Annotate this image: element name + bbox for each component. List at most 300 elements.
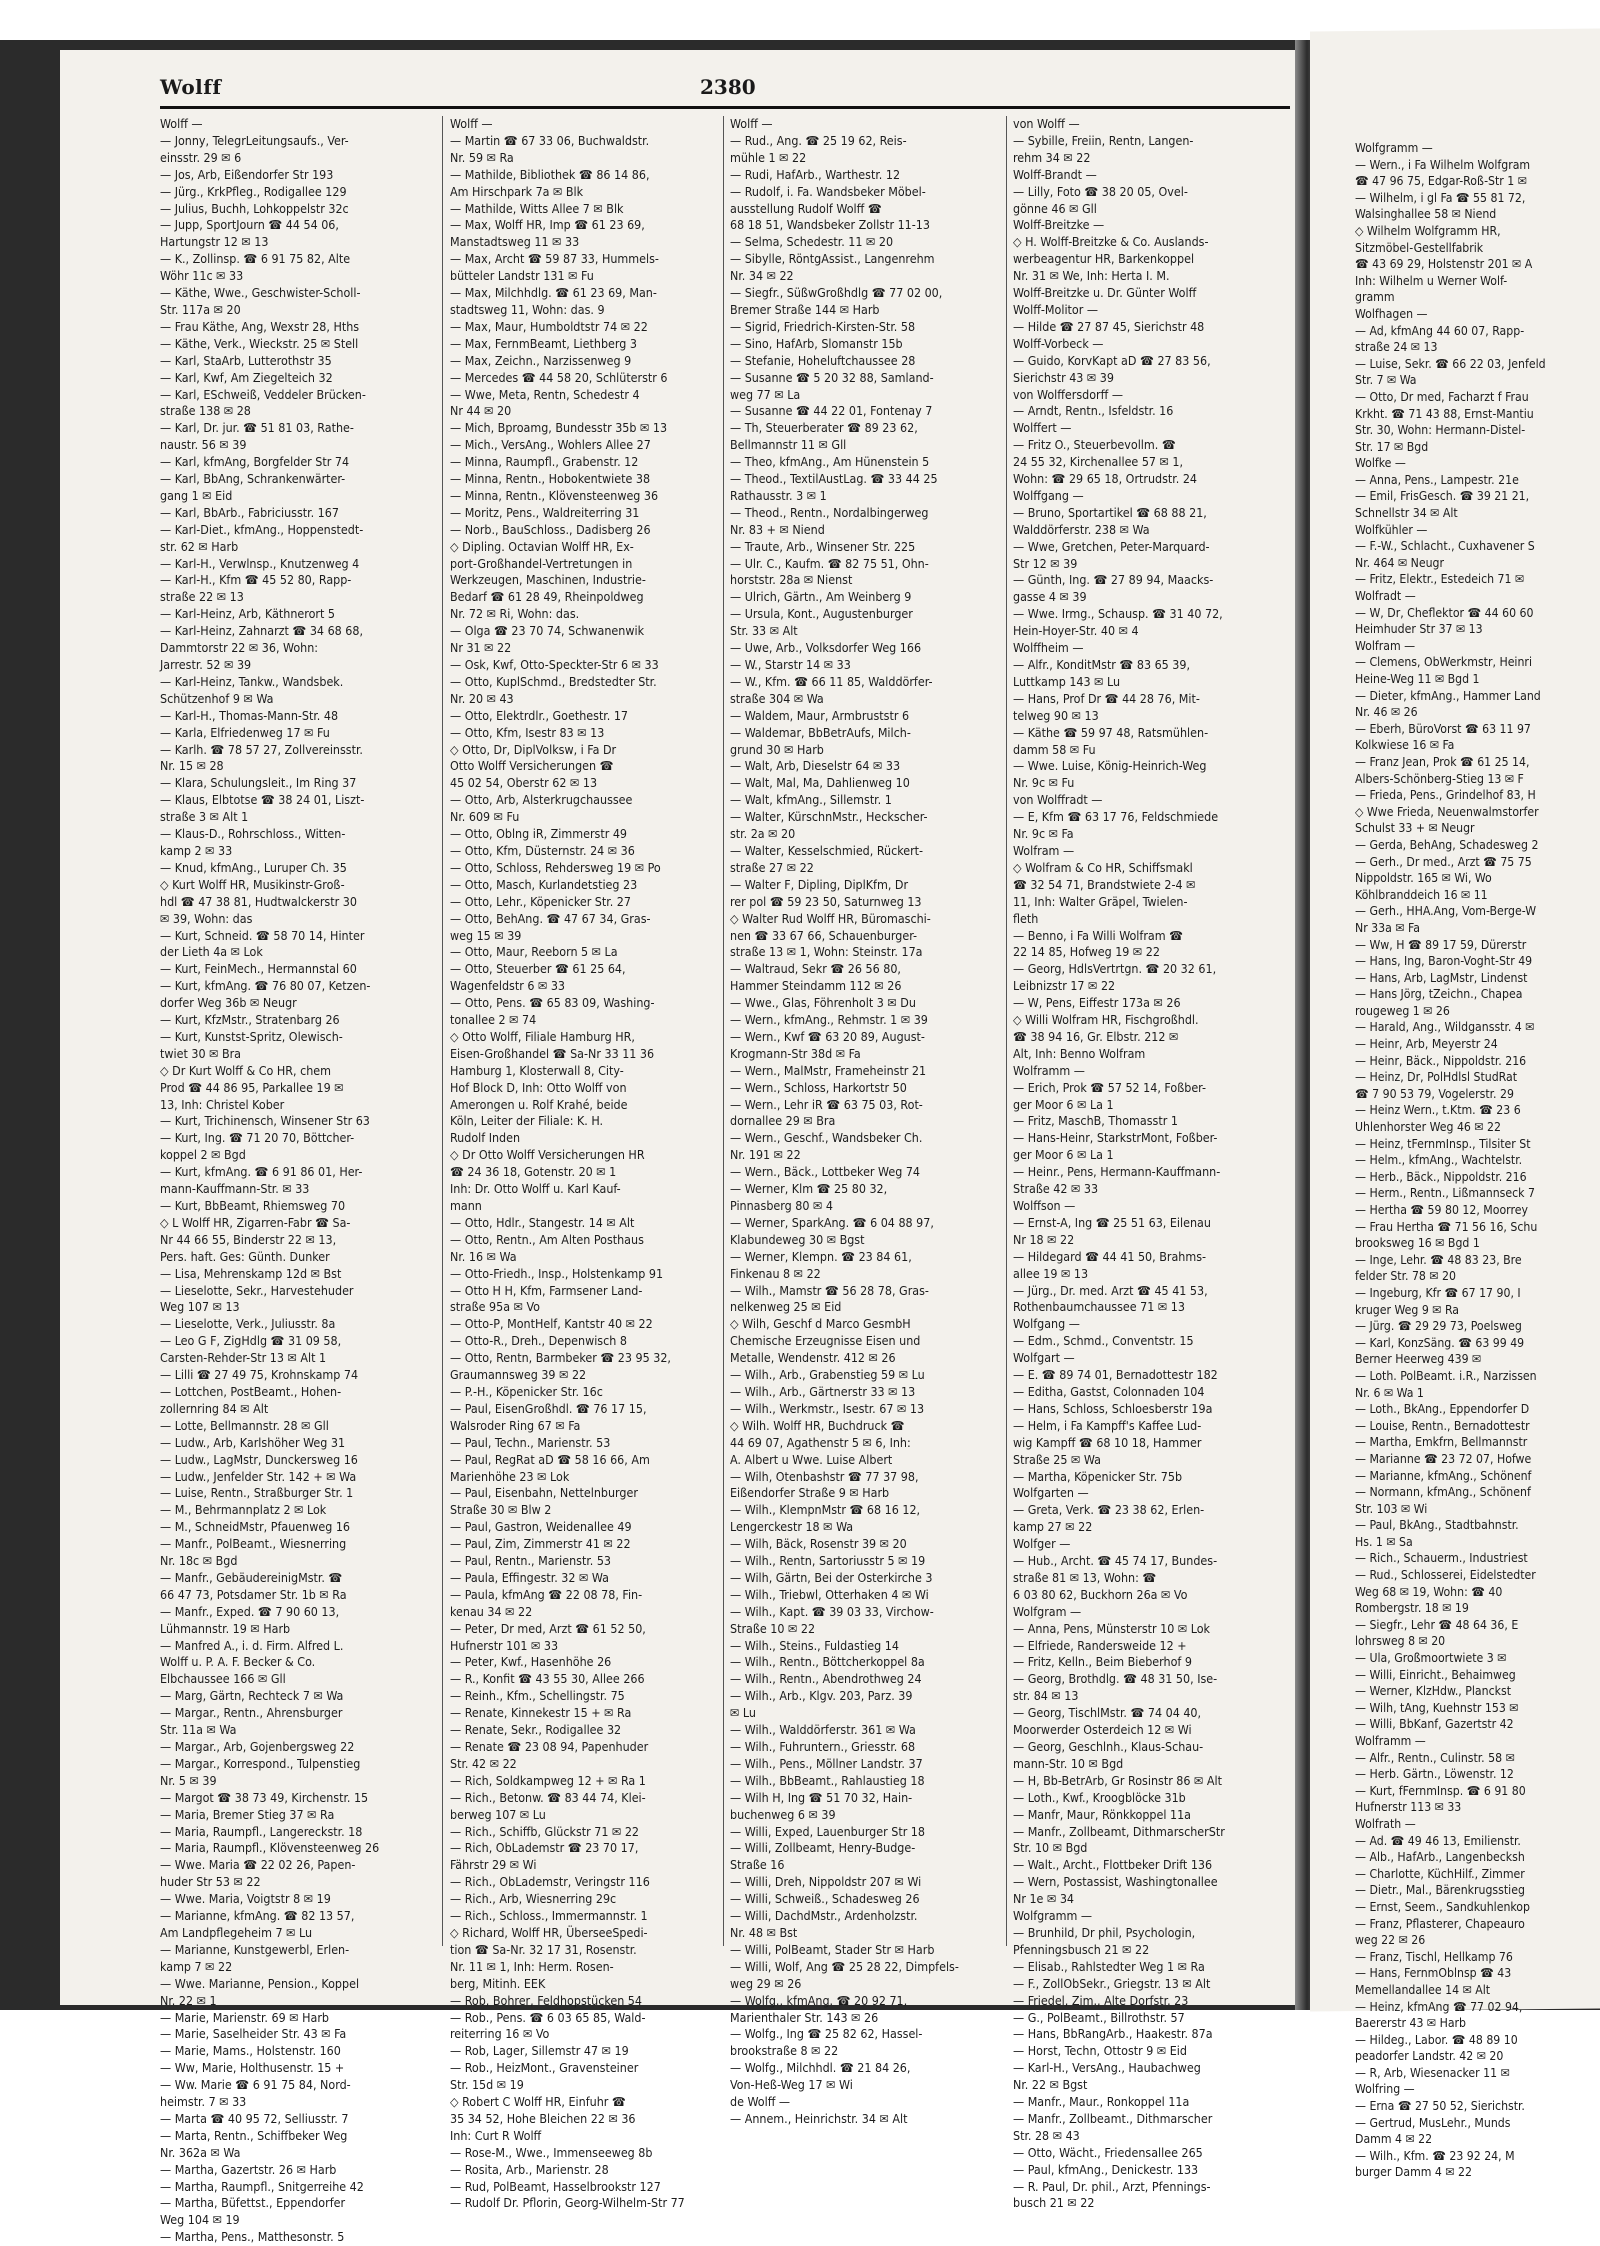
directory-entry-line: Wohn: ☎ 29 65 18, Ortrudstr. 24 bbox=[1013, 471, 1197, 487]
directory-entry-line: ausstellung Rudolf Wolff ☎ bbox=[730, 200, 882, 216]
directory-entry-line: — Guido, KorvKapt aD ☎ 27 83 56, bbox=[1013, 352, 1211, 368]
directory-entry-line: — Walt., Archt., Flottbeker Drift 136 bbox=[1013, 1857, 1213, 1873]
directory-entry-line: 45 02 54, Oberstr 62 ✉ 13 bbox=[450, 775, 598, 791]
directory-entry-line: — Otto, Lehr., Köpenicker Str. 27 bbox=[450, 893, 631, 909]
directory-entry-line: Walsroder Ring 67 ✉ Fa bbox=[450, 1417, 581, 1433]
directory-entry-line: — Wwe., Glas, Föhrenholt 3 ✉ Du bbox=[730, 995, 916, 1011]
directory-entry-line: — Ludw., Jenfelder Str. 142 + ✉ Wa bbox=[160, 1468, 357, 1484]
directory-entry-line: Str. 15d ✉ 19 bbox=[450, 2077, 524, 2093]
directory-entry-line: ger Moor 6 ✉ La 1 bbox=[1013, 1096, 1114, 1112]
directory-entry-line: — Helm, i Fa Kampff's Kaffee Lud- bbox=[1013, 1417, 1202, 1433]
directory-entry-line: — Wilh., Werkmstr., Isestr. 67 ✉ 13 bbox=[730, 1400, 925, 1416]
directory-entry-line: — Osk, Kwf, Otto-Speckter-Str 6 ✉ 33 bbox=[450, 657, 659, 672]
directory-entry-line: — Rob., Pens. ☎ 6 03 65 85, Wald- bbox=[450, 2009, 646, 2025]
directory-entry-line: — Karl, BbArb., Fabriciusstr. 167 bbox=[160, 504, 339, 520]
directory-entry-line: Chemische Erzeugnisse Eisen und bbox=[730, 1333, 921, 1349]
directory-entry-line: — Anna, Pens, Münsterstr 10 ✉ Lok bbox=[1013, 1620, 1210, 1636]
directory-entry-line: Hamburg 1, Klosterwall 8, City- bbox=[450, 1062, 624, 1078]
directory-entry-line: — Jonny, TelegrLeitungsaufs., Ver- bbox=[160, 132, 349, 148]
directory-entry-line: — Franz Jean, Prok ☎ 61 25 14, bbox=[1355, 754, 1530, 769]
directory-entry-line: Nr. 20 ✉ 43 bbox=[450, 690, 514, 706]
directory-entry-line: Straße 25 ✉ Wa bbox=[1013, 1451, 1101, 1467]
directory-entry-line: wig Kampff ☎ 68 10 18, Hammer bbox=[1013, 1434, 1202, 1450]
directory-entry-line: Schulst 33 + ✉ Neugr bbox=[1355, 821, 1475, 836]
directory-entry-line: Luttkamp 143 ✉ Lu bbox=[1013, 673, 1121, 689]
directory-entry-line: — Ernst, Seem., Sandkuhlenkop bbox=[1355, 1899, 1530, 1914]
directory-entry-line: — Olga ☎ 23 70 74, Schwanenwik bbox=[450, 623, 645, 639]
directory-entry-line: — Ulrich, Gärtn., Am Weinberg 9 bbox=[730, 589, 912, 605]
directory-entry-line: Rombergstr. 18 ✉ 19 bbox=[1355, 1601, 1469, 1616]
directory-entry-line: — Wolfg., Milchhdl. ☎ 21 84 26, bbox=[730, 2060, 911, 2076]
directory-entry-line: — Otto, Oblng iR, Zimmerstr 49 bbox=[450, 826, 628, 842]
directory-entry-line: — Martha, Gazertstr. 26 ✉ Harb bbox=[160, 2161, 337, 2177]
directory-entry-line: Nr. 191 ✉ 22 bbox=[730, 1147, 801, 1163]
directory-entry-line: — Stefanie, Hoheluftchaussee 28 bbox=[730, 352, 916, 368]
directory-entry-line: — Susanne ☎ 5 20 32 88, Samland- bbox=[730, 369, 934, 385]
directory-entry-line: — Kurt, FeinMech., Hermannstal 60 bbox=[160, 961, 357, 977]
directory-entry-line: — Otto, Schloss, Rehdersweg 19 ✉ Po bbox=[450, 859, 661, 875]
directory-entry-line: — Wilh., Rentn, Sartoriusstr 5 ✉ 19 bbox=[730, 1553, 926, 1569]
directory-entry-line: — Max, Zeichn., Narzissenweg 9 bbox=[450, 352, 632, 368]
directory-entry-line: — Otto-R., Dreh., Depenwisch 8 bbox=[450, 1333, 627, 1349]
directory-entry-line: — Bruno, Sportartikel ☎ 68 88 21, bbox=[1013, 504, 1207, 520]
directory-entry-line: der Lieth 4a ✉ Lok bbox=[160, 944, 263, 960]
directory-entry-line: Wolfring — bbox=[1355, 2082, 1415, 2097]
directory-entry-line: horststr. 28a ✉ Nienst bbox=[730, 572, 853, 588]
directory-entry-line: — Rud., Ang. ☎ 25 19 62, Reis- bbox=[730, 132, 907, 148]
directory-entry-line: — Hildeg., Labor. ☎ 48 89 10 bbox=[1355, 2032, 1518, 2047]
directory-entry-line: — Wwe. Marianne, Pension., Koppel bbox=[160, 1975, 360, 1991]
directory-entry-line: ◇ Wilh, Geschf d Marco GesmbH bbox=[730, 1316, 911, 1332]
directory-entry-line: tonallee 2 ✉ 74 bbox=[450, 1012, 537, 1028]
directory-entry-line: ✉ Lu bbox=[730, 1705, 756, 1721]
directory-entry-line: Walsinghallee 58 ✉ Niend bbox=[1355, 207, 1497, 222]
directory-entry-line: Manstadtsweg 11 ✉ 33 bbox=[450, 234, 580, 250]
directory-entry-line: — K., Zollinsp. ☎ 6 91 75 82, Alte bbox=[160, 251, 351, 267]
directory-entry-line: — Lilli ☎ 27 49 75, Krohnskamp 74 bbox=[160, 1367, 359, 1383]
directory-entry-line: — Edm., Schmd., Conventstr. 15 bbox=[1013, 1333, 1194, 1349]
directory-entry-line: Wolff-Brandt — bbox=[1013, 166, 1097, 182]
directory-entry-line: — Waldem, Maur, Armbruststr 6 bbox=[730, 707, 910, 723]
directory-entry-line: — Gertrud, MusLehr., Munds bbox=[1355, 2115, 1511, 2130]
directory-entry-line: ✉ 39, Wohn: das bbox=[160, 910, 253, 926]
directory-entry-line: Pers. haft. Ges: Günth. Dunker bbox=[160, 1248, 330, 1264]
directory-entry-line: — Ernst-A, Ing ☎ 25 51 63, Eilenau bbox=[1013, 1214, 1211, 1230]
directory-entry-line: — Rob., HeizMont., Gravensteiner bbox=[450, 2060, 639, 2076]
directory-entry-line: — Ww, H ☎ 89 17 59, Dürerstr bbox=[1355, 937, 1527, 952]
directory-entry-line: Straße 16 bbox=[730, 1857, 785, 1873]
directory-entry-line: — Marianne, kfmAng. ☎ 82 13 57, bbox=[160, 1908, 355, 1924]
directory-entry-line: — Margar., Arb, Gojenbergsweg 22 bbox=[160, 1739, 355, 1754]
directory-entry-line: str. 62 ✉ Harb bbox=[160, 538, 239, 554]
directory-entry-line: — Rich., Schloss., Immermannstr. 1 bbox=[450, 1908, 648, 1924]
directory-entry-line: Finkenau 8 ✉ 22 bbox=[730, 1265, 821, 1281]
directory-entry-line: 11, Inh: Walter Gräpel, Twielen- bbox=[1013, 893, 1188, 909]
directory-entry-line: koppel 2 ✉ Bgd bbox=[160, 1147, 246, 1163]
directory-entry-line: — Frieda, Pens., Grindelhof 83, H bbox=[1355, 788, 1536, 803]
directory-entry-line: Hof Block D, Inh: Otto Wolff von bbox=[450, 1079, 627, 1095]
directory-entry-line: — Fritz, MaschB, Thomasstr 1 bbox=[1013, 1113, 1178, 1129]
directory-entry-line: — Otto, Arb, Alsterkrugchaussee bbox=[450, 792, 633, 808]
directory-entry-line: — Otto H H, Kfm, Farmsener Land- bbox=[450, 1282, 643, 1298]
directory-entry-line: — Karl, BbAng, Schrankenwärter- bbox=[160, 471, 346, 487]
directory-entry-line: ◇ Richard, Wolff HR, ÜberseeSpedi- bbox=[450, 1924, 648, 1940]
directory-entry-line: Hartungstr 12 ✉ 13 bbox=[160, 234, 269, 250]
directory-entry-line: Schnellstr 34 ✉ Alt bbox=[1355, 506, 1458, 521]
directory-entry-line: — Willi, DachdMstr., Ardenholzstr. bbox=[730, 1908, 918, 1924]
directory-entry-line: ☎ 7 90 53 79, Vogelerstr. 29 bbox=[1355, 1086, 1514, 1101]
directory-entry-line: — Charlotte, KüchHilf., Zimmer bbox=[1355, 1866, 1525, 1881]
directory-entry-line: — Ludw., LagMstr, Dunckersweg 16 bbox=[160, 1451, 358, 1467]
directory-entry-line: — Max, Milchhdlg. ☎ 61 23 69, Man- bbox=[450, 285, 657, 301]
directory-entry-line: — Wilh., Fuhruntern., Griesstr. 68 bbox=[730, 1739, 916, 1754]
directory-entry-line: Nr. 9c ✉ Fa bbox=[1013, 826, 1074, 842]
directory-entry-line: — Manfr., PolBeamt., Wiesnerring bbox=[160, 1536, 347, 1552]
directory-entry-line: naustr. 56 ✉ 39 bbox=[160, 437, 247, 453]
directory-entry-line: — E, Kfm ☎ 63 17 76, Feldschmiede bbox=[1013, 809, 1219, 825]
directory-entry-line: — Wilhelm, i gl Fa ☎ 55 81 72, bbox=[1355, 190, 1526, 205]
directory-entry-line: — Wilh., Triebwl, Otterhaken 4 ✉ Wi bbox=[730, 1586, 929, 1602]
directory-entry-line: — Werner, Klm ☎ 25 80 32, bbox=[730, 1181, 888, 1197]
directory-entry-line: — Brunhild, Dr phil, Psychologin, bbox=[1013, 1924, 1196, 1940]
directory-entry-line: — Otto, Steuerber ☎ 61 25 64, bbox=[450, 961, 626, 977]
directory-entry-line: — Otto, Dr med, Facharzt f Frau bbox=[1355, 389, 1529, 404]
directory-entry-line: ◇ H. Wolff-Breitzke & Co. Auslands- bbox=[1013, 234, 1209, 250]
directory-entry-line: Heine-Weg 11 ✉ Bgd 1 bbox=[1355, 672, 1480, 686]
directory-entry-line: — Jürg., KrkPfleg., Rodigallee 129 bbox=[160, 183, 347, 199]
directory-entry-line: werbeagentur HR, Barkenkoppel bbox=[1013, 251, 1195, 267]
directory-entry-line: — Paul, Eisenbahn, Nettelnburger bbox=[450, 1485, 638, 1501]
directory-entry-line: von Wolffersdorff — bbox=[1013, 386, 1124, 402]
directory-entry-line: Wolfgang — bbox=[1013, 1316, 1080, 1332]
directory-entry-line: — Uwe, Arb., Volksdorfer Weg 166 bbox=[730, 640, 922, 656]
directory-entry-line: — Heinz, Dr, PolHdlsl StudRat bbox=[1355, 1070, 1518, 1085]
directory-entry-line: — Fritz O., Steuerbevollm. ☎ bbox=[1013, 437, 1176, 453]
directory-entry-line: straße 22 ✉ 13 bbox=[160, 589, 244, 605]
directory-entry-line: Nr. 31 ✉ We, Inh: Herta I. M. bbox=[1013, 268, 1170, 284]
directory-entry-line: Metalle, Wendenstr. 412 ✉ 26 bbox=[730, 1350, 896, 1366]
directory-entry-line: Damm 4 ✉ 22 bbox=[1355, 2132, 1433, 2147]
directory-entry-line: Moorwerder Osterdeich 12 ✉ Wi bbox=[1013, 1722, 1192, 1738]
directory-entry-line: — Hub., Archt. ☎ 45 74 17, Bundes- bbox=[1013, 1553, 1218, 1569]
directory-entry-line: — Georg, TischlMstr. ☎ 74 04 40, bbox=[1013, 1705, 1202, 1721]
directory-entry-line: Bremer Straße 144 ✉ Harb bbox=[730, 301, 880, 317]
directory-entry-line: Straße 42 ✉ 33 bbox=[1013, 1181, 1099, 1197]
directory-entry-line: — Heinr, Arb, Meyerstr 24 bbox=[1355, 1037, 1498, 1052]
directory-entry-line: brookstraße 8 ✉ 22 bbox=[730, 2043, 839, 2059]
directory-entry-line: burger Damm 4 ✉ 22 bbox=[1355, 2165, 1472, 2180]
directory-entry-line: — Friedel, Zim., Alte Dorfstr. 23 bbox=[1013, 1992, 1189, 2008]
directory-entry-line: — Wern., kfmAng., Rehmstr. 1 ✉ 39 bbox=[730, 1012, 928, 1028]
directory-entry-line: — Rudolf, i. Fa. Wandsbeker Möbel- bbox=[730, 183, 926, 199]
directory-entry-line: — Otto, Pens. ☎ 65 83 09, Washing- bbox=[450, 995, 655, 1011]
directory-entry-line: 22 14 85, Hofweg 19 ✉ 22 bbox=[1013, 944, 1160, 960]
directory-entry-line: straße 304 ✉ Wa bbox=[730, 690, 824, 706]
directory-entry-line: — Mich., VersAng., Wohlers Allee 27 bbox=[450, 437, 651, 453]
directory-entry-line: Nr. 83 + ✉ Niend bbox=[730, 521, 825, 537]
directory-entry-line: — Marie, Mams., Holstenstr. 160 bbox=[160, 2043, 341, 2059]
directory-entry-line: — Editha, Gastst, Colonnaden 104 bbox=[1013, 1383, 1205, 1399]
directory-entry-line: Rudolf Inden bbox=[450, 1130, 521, 1146]
directory-entry-line: Str. 42 ✉ 22 bbox=[450, 1755, 517, 1771]
directory-entry-line: — Renate, Kinnekestr 15 + ✉ Ra bbox=[450, 1705, 632, 1721]
directory-entry-line: Nr 33a ✉ Fa bbox=[1355, 920, 1420, 935]
directory-entry-line: Leibnizstr 17 ✉ 22 bbox=[1013, 978, 1116, 994]
directory-entry-line: — Margar., Rentn., Ahrensburger bbox=[160, 1705, 343, 1721]
directory-entry-line: Krkht. ☎ 71 43 88, Ernst-Mantiu bbox=[1355, 406, 1534, 421]
directory-entry-line: Str. 117a ✉ 20 bbox=[160, 301, 241, 317]
directory-entry-line: — Walt, kfmAng., Sillemstr. 1 bbox=[730, 792, 892, 808]
directory-entry-line: Wolfrath — bbox=[1355, 1816, 1416, 1831]
directory-entry-line: Wolfgramm — bbox=[1355, 141, 1433, 155]
directory-entry-line: Von-Heß-Weg 17 ✉ Wi bbox=[730, 2077, 853, 2093]
directory-entry-line: — Mathilde, Witts Allee 7 ✉ Blk bbox=[450, 200, 624, 216]
directory-entry-line: nelkenweg 25 ✉ Eid bbox=[730, 1299, 842, 1315]
directory-entry-line: Str. 11a ✉ Wa bbox=[160, 1722, 237, 1738]
directory-entry-line: Nr. 9c ✉ Fu bbox=[1013, 775, 1075, 791]
directory-entry-line: ◇ Wilhelm Wolfgramm HR, bbox=[1355, 223, 1501, 238]
directory-entry-line: Nr. 48 ✉ Bst bbox=[730, 1924, 798, 1940]
directory-entry-line: — Wwe. Irmg., Schausp. ☎ 31 40 72, bbox=[1013, 606, 1223, 622]
directory-entry-line: ger Moor 6 ✉ La 1 bbox=[1013, 1147, 1114, 1163]
directory-entry-line: Nr 31 ✉ 22 bbox=[450, 640, 512, 656]
directory-entry-line: Nr. 72 ✉ Ri, Wohn: das. bbox=[450, 606, 580, 622]
directory-entry-line: — Wern, Postassist, Washingtonallee bbox=[1013, 1874, 1218, 1890]
directory-entry-line: — Hans, BbRangArb., Haakestr. 87a bbox=[1013, 2026, 1213, 2042]
directory-entry-line: Jarrestr. 52 ✉ 39 bbox=[160, 657, 252, 672]
directory-entry-line: ☎ 32 54 71, Brandstwiete 2-4 ✉ bbox=[1013, 876, 1196, 892]
directory-entry-line: — Luise, Rentn., Straßburger Str. 1 bbox=[160, 1485, 354, 1501]
directory-entry-line: — Maria, Raumpfl., Klövensteenweg 26 bbox=[160, 1840, 380, 1856]
directory-entry-line: — Heinz Wern., t.Ktm. ☎ 23 6 bbox=[1355, 1103, 1521, 1118]
directory-entry-line: Sierichstr 43 ✉ 39 bbox=[1013, 369, 1114, 385]
directory-entry-line: — Siegfr., Lehr ☎ 48 64 36, E bbox=[1355, 1617, 1519, 1632]
directory-entry-line: — Kurt, Ing. ☎ 71 20 70, Böttcher- bbox=[160, 1130, 355, 1146]
directory-entry-line: — Paul, EisenGroßhdl. ☎ 76 17 15, bbox=[450, 1400, 647, 1416]
directory-entry-line: — Marie, Marienstr. 69 ✉ Harb bbox=[160, 2009, 329, 2025]
directory-entry-line: — Ad, kfmAng 44 60 07, Rapp- bbox=[1355, 323, 1525, 338]
directory-entry-line: — Klaus-D., Rohrschloss., Witten- bbox=[160, 826, 346, 842]
directory-entry-line: — Reinh., Kfm., Schellingstr. 75 bbox=[450, 1688, 625, 1704]
directory-entry-line: straße 24 ✉ 13 bbox=[1355, 340, 1438, 355]
directory-entry-line: kruger Weg 9 ✉ Ra bbox=[1355, 1302, 1460, 1317]
directory-entry-line: Bellmannstr 11 ✉ Gll bbox=[730, 437, 847, 453]
directory-entry-line: — Alb., HafArb., Langenbecksh bbox=[1355, 1850, 1525, 1865]
directory-entry-line: zollernring 84 ✉ Alt bbox=[160, 1400, 269, 1416]
directory-entry-line: — Dietr., Mal., Bärenkrugsstieg bbox=[1355, 1883, 1525, 1898]
directory-entry-line: Nr 18 ✉ 22 bbox=[1013, 1231, 1075, 1247]
directory-entry-line: Wolff — bbox=[160, 116, 203, 131]
directory-entry-line: hdl ☎ 47 38 81, Hudtwalckerstr 30 bbox=[160, 893, 357, 909]
directory-entry-line: Kolkwiese 16 ✉ Fa bbox=[1355, 738, 1455, 753]
directory-entry-line: Wolff u. P. A. F. Becker & Co. bbox=[160, 1654, 316, 1670]
directory-entry-line: Str. 33 ✉ Alt bbox=[730, 623, 798, 639]
directory-entry-line: — Manfred A., i. d. Firm. Alfred L. bbox=[160, 1637, 344, 1653]
directory-entry-line: — Lieselotte, Sekr., Harvestehuder bbox=[160, 1282, 354, 1298]
directory-entry-line: — Peter, Dr med, Arzt ☎ 61 52 50, bbox=[450, 1620, 646, 1636]
directory-entry-line: — M., Behrmannplatz 2 ✉ Lok bbox=[160, 1502, 327, 1518]
directory-entry-line: — Renate ☎ 23 08 94, Papenhuder bbox=[450, 1739, 649, 1754]
directory-entry-line: — Otto, Wächt., Friedensallee 265 bbox=[1013, 2144, 1203, 2160]
directory-entry-line: — Paula, kfmAng ☎ 22 08 78, Fin- bbox=[450, 1586, 643, 1602]
directory-entry-line: — Herb., Bäck., Nippoldstr. 216 bbox=[1355, 1169, 1527, 1184]
page-number: 2380 bbox=[700, 75, 756, 99]
directory-entry-line: weg 29 ✉ 26 bbox=[730, 1975, 802, 1991]
directory-entry-line: Hufnerstr 101 ✉ 33 bbox=[450, 1637, 559, 1653]
directory-entry-line: Nr 44 66 55, Binderstr 22 ✉ 13, bbox=[160, 1231, 337, 1247]
directory-entry-line: — Margot ☎ 38 73 49, Kirchenstr. 15 bbox=[160, 1789, 369, 1805]
directory-entry-line: — Otto, Rentn., Am Alten Posthaus bbox=[450, 1231, 644, 1247]
directory-entry-line: — Jürg., Dr. med. Arzt ☎ 45 41 53, bbox=[1013, 1282, 1208, 1298]
directory-entry-line: — Benno, i Fa Willi Wolfram ☎ bbox=[1013, 927, 1184, 943]
directory-entry-line: — Renate, Sekr., Rodigallee 32 bbox=[450, 1722, 622, 1738]
directory-entry-line: — Waldemar, BbBetrAufs, Milch- bbox=[730, 724, 911, 740]
directory-entry-line: ◇ Robert C Wolff HR, Einfuhr ☎ bbox=[450, 2094, 626, 2110]
directory-entry-line: Marienthaler Str. 143 ✉ 26 bbox=[730, 2009, 879, 2025]
directory-entry-line: — Rich, ObLademstr ☎ 23 70 17, bbox=[450, 1840, 639, 1856]
directory-entry-line: — Rudi, HafArb., Warthestr. 12 bbox=[730, 166, 901, 182]
directory-entry-line: — Wern., Kwf ☎ 63 20 89, August- bbox=[730, 1028, 925, 1044]
directory-entry-line: Nr. 18c ✉ Bgd bbox=[160, 1553, 238, 1569]
directory-entry-line: — Wern., Lehr iR ☎ 63 75 03, Rot- bbox=[730, 1096, 923, 1112]
directory-entry-line: — Karl-H., VersAng., Haubachweg bbox=[1013, 2060, 1201, 2076]
directory-entry-line: — Franz, Pflasterer, Chapeauro bbox=[1355, 1916, 1525, 1931]
directory-entry-line: kamp 27 ✉ 22 bbox=[1013, 1519, 1093, 1535]
directory-entry-line: Rothenbaumchaussee 71 ✉ 13 bbox=[1013, 1299, 1185, 1315]
directory-entry-line: — Heinr., Pens, Hermann-Kauffmann- bbox=[1013, 1164, 1221, 1180]
directory-entry-line: — Kurt, Kunstst-Spritz, Olewisch- bbox=[160, 1028, 343, 1044]
directory-entry-line: straße 138 ✉ 28 bbox=[160, 403, 251, 419]
directory-entry-line: — Karl-H., Verwlnsp., Knutzenweg 4 bbox=[160, 555, 360, 571]
directory-entry-line: Str 12 ✉ 39 bbox=[1013, 555, 1078, 571]
directory-entry-line: — Wwe. Luise, König-Heinrich-Weg bbox=[1013, 758, 1207, 774]
directory-entry-line: Baererstr 43 ✉ Harb bbox=[1355, 2016, 1467, 2031]
directory-entry-line: — Anna, Pens., Lampestr. 21e bbox=[1355, 472, 1519, 487]
directory-entry-line: — Elfriede, Randersweide 12 + bbox=[1013, 1637, 1187, 1653]
directory-entry-line: buchenweg 6 ✉ 39 bbox=[730, 1806, 836, 1822]
directory-entry-line: fleth bbox=[1013, 910, 1039, 926]
directory-entry-line: — Paul, Rentn., Marienstr. 53 bbox=[450, 1553, 612, 1569]
directory-entry-line: — Wwe, Gretchen, Peter-Marquard- bbox=[1013, 538, 1210, 554]
directory-entry-line: Werkzeugen, Maschinen, Industrie- bbox=[450, 572, 646, 588]
directory-entry-line: gramm bbox=[1355, 290, 1395, 305]
directory-entry-line: berweg 107 ✉ Lu bbox=[450, 1806, 546, 1822]
directory-entry-line: — Otto, Kfm, Düsternstr. 24 ✉ 36 bbox=[450, 842, 635, 858]
directory-entry-line: straße 81 ✉ 13, Wohn: ☎ bbox=[1013, 1569, 1157, 1585]
header-rule bbox=[160, 106, 1290, 109]
directory-entry-line: ◇ Wolfram & Co HR, Schiffsmakl bbox=[1013, 859, 1193, 875]
directory-entry-line: Amerongen u. Rolf Krahé, beide bbox=[450, 1096, 628, 1112]
directory-entry-line: Lengerckestr 18 ✉ Wa bbox=[730, 1519, 854, 1535]
directory-entry-line: — Emil, FrisGesch. ☎ 39 21 21, bbox=[1355, 489, 1530, 504]
directory-entry-line: Str. 28 ✉ 43 bbox=[1013, 2127, 1080, 2143]
directory-entry-line: Bedarf ☎ 61 28 49, Rheinpoldweg bbox=[450, 589, 644, 605]
directory-entry-line: — Loth., BkAng., Eppendorfer D bbox=[1355, 1402, 1530, 1417]
directory-entry-line: bütteler Landstr 131 ✉ Fu bbox=[450, 268, 594, 284]
directory-entry-line: — Inge, Lehr. ☎ 48 83 23, Bre bbox=[1355, 1252, 1522, 1267]
directory-entry-line: — Alfr., KonditMstr ☎ 83 65 39, bbox=[1013, 657, 1191, 672]
directory-entry-line: Heimhuder Str 37 ✉ 13 bbox=[1355, 622, 1483, 637]
directory-entry-line: — Selma, Schedestr. 11 ✉ 20 bbox=[730, 234, 894, 250]
directory-entry-line: Am Hirschpark 7a ✉ Blk bbox=[450, 183, 584, 199]
directory-entry-line: Rathausstr. 3 ✉ 1 bbox=[730, 487, 827, 503]
directory-entry-line: Nr. 11 ✉ 1, Inh: Herm. Rosen- bbox=[450, 1958, 614, 1974]
directory-entry-line: 6 03 80 62, Buckhorn 26a ✉ Vo bbox=[1013, 1586, 1188, 1602]
directory-entry-line: — Minna, Rentn., Klövensteenweg 36 bbox=[450, 487, 659, 503]
directory-entry-line: — Rud, PolBeamt, Hasselbrookstr 127 bbox=[450, 2178, 661, 2194]
directory-entry-line: — Otto, Elektrdlr., Goethestr. 17 bbox=[450, 707, 629, 723]
directory-entry-line: Otto Wolff Versicherungen ☎ bbox=[450, 758, 614, 774]
directory-entry-line: — Leo G F, ZigHdlg ☎ 31 09 58, bbox=[160, 1333, 342, 1349]
directory-entry-line: — Lottchen, PostBeamt., Hohen- bbox=[160, 1383, 342, 1399]
directory-entry-line: kamp 2 ✉ 33 bbox=[160, 842, 233, 858]
directory-entry-line: Wöhr 11c ✉ 33 bbox=[160, 268, 244, 284]
directory-entry-line: — Otto, Rentn, Barmbeker ☎ 23 95 32, bbox=[450, 1350, 671, 1366]
directory-entry-line: Nippoldstr. 165 ✉ Wi, Wo bbox=[1355, 871, 1492, 886]
directory-entry-line: Hein-Hoyer-Str. 40 ✉ 4 bbox=[1013, 623, 1139, 639]
directory-entry-line: Uhlenhorster Weg 46 ✉ 22 bbox=[1355, 1120, 1501, 1135]
directory-entry-line: Krogmann-Str 38d ✉ Fa bbox=[730, 1045, 861, 1061]
directory-entry-line: — Werner, SparkAng. ☎ 6 04 88 97, bbox=[730, 1214, 934, 1230]
directory-entry-line: — Willi, Einricht., Behaimweg bbox=[1355, 1667, 1516, 1682]
directory-entry-line: nen ☎ 33 67 66, Schauenburger- bbox=[730, 927, 918, 943]
directory-entry-line: Hammer Steindamm 112 ✉ 26 bbox=[730, 978, 902, 994]
directory-entry-line: — Minna, Raumpfl., Grabenstr. 12 bbox=[450, 454, 639, 470]
directory-entry-line: von Wolffradt — bbox=[1013, 792, 1103, 808]
directory-entry-line: 66 47 73, Potsdamer Str. 1b ✉ Ra bbox=[160, 1586, 347, 1602]
directory-entry-line: Wolfgramm — bbox=[1013, 1908, 1093, 1924]
directory-entry-line: — W, Pens, Eiffestr 173a ✉ 26 bbox=[1013, 995, 1181, 1011]
directory-entry-line: — Martin ☎ 67 33 06, Buchwaldstr. bbox=[450, 132, 650, 148]
directory-entry-line: ☎ 43 69 29, Holstenstr 201 ✉ A bbox=[1355, 257, 1533, 272]
directory-entry-line: straße 3 ✉ Alt 1 bbox=[160, 809, 249, 825]
directory-entry-line: Wolfke — bbox=[1355, 456, 1406, 471]
directory-entry-line: — Max, Maur, Humboldtstr 74 ✉ 22 bbox=[450, 318, 648, 334]
directory-entry-line: twiet 30 ✉ Bra bbox=[160, 1045, 242, 1061]
directory-entry-line: — W., Kfm. ☎ 66 11 85, Walddörfer- bbox=[730, 673, 933, 689]
directory-entry-line: — Fritz, Elektr., Estedeich 71 ✉ bbox=[1355, 572, 1525, 587]
directory-entry-line: str. 84 ✉ 13 bbox=[1013, 1688, 1079, 1704]
directory-entry-line: telweg 90 ✉ 13 bbox=[1013, 707, 1099, 723]
directory-entry-line: — Klara, Schulungsleit., Im Ring 37 bbox=[160, 775, 357, 791]
directory-entry-line: — Rich., Arb, Wiesnerring 29c bbox=[450, 1891, 617, 1907]
directory-entry-line: — Theod., TextilAustLag. ☎ 33 44 25 bbox=[730, 471, 938, 487]
directory-entry-line: — Kurt, fFernmInsp. ☎ 6 91 80 bbox=[1355, 1783, 1526, 1798]
directory-entry-line: Wolfger — bbox=[1013, 1536, 1071, 1552]
directory-entry-line: Wolfgart — bbox=[1013, 1350, 1075, 1366]
directory-entry-line: kamp 7 ✉ 22 bbox=[160, 1958, 233, 1974]
directory-entry-line: — Karl-H., Kfm ☎ 45 52 80, Rapp- bbox=[160, 572, 352, 588]
directory-entry-line: — Erna ☎ 27 50 52, Sierichstr. bbox=[1355, 2099, 1525, 2114]
directory-entry-line: — Karl-Heinz, Tankw., Wandsbek. bbox=[160, 673, 344, 689]
directory-entry-line: weg 77 ✉ La bbox=[730, 386, 801, 402]
directory-entry-line: — Sybille, Freiin, Rentn, Langen- bbox=[1013, 132, 1194, 148]
directory-entry-line: — Wilh., Kfm. ☎ 23 92 24, M bbox=[1355, 2148, 1515, 2163]
directory-entry-line: ◇ L Wolff HR, Zigarren-Fabr ☎ Sa- bbox=[160, 1214, 351, 1230]
directory-entry-line: de Wolff — bbox=[730, 2094, 791, 2110]
directory-entry-line: — Hans, Arb, LagMstr, Lindenst bbox=[1355, 970, 1528, 985]
directory-entry-line: Wolframm — bbox=[1013, 1062, 1085, 1078]
directory-entry-line: — Marianne, Kunstgewerbl, Erlen- bbox=[160, 1941, 350, 1957]
directory-entry-line: — Wilh., Arb., Klgv. 203, Parz. 39 bbox=[730, 1688, 913, 1704]
directory-entry-line: — Ww, Marie, Holthusenstr. 15 + bbox=[160, 2060, 345, 2076]
directory-entry-line: 44 69 07, Agathenstr 5 ✉ 6, Inh: bbox=[730, 1434, 911, 1450]
directory-column-3 bbox=[730, 116, 1000, 2126]
directory-entry-line: gang 1 ✉ Eid bbox=[160, 487, 233, 503]
directory-entry-line: Elbchaussee 166 ✉ Gll bbox=[160, 1671, 286, 1687]
directory-entry-line: — Ingeburg, Kfr ☎ 67 17 90, I bbox=[1355, 1285, 1521, 1300]
directory-entry-line: — Norb., BauSchloss., Dadisberg 26 bbox=[450, 521, 651, 537]
